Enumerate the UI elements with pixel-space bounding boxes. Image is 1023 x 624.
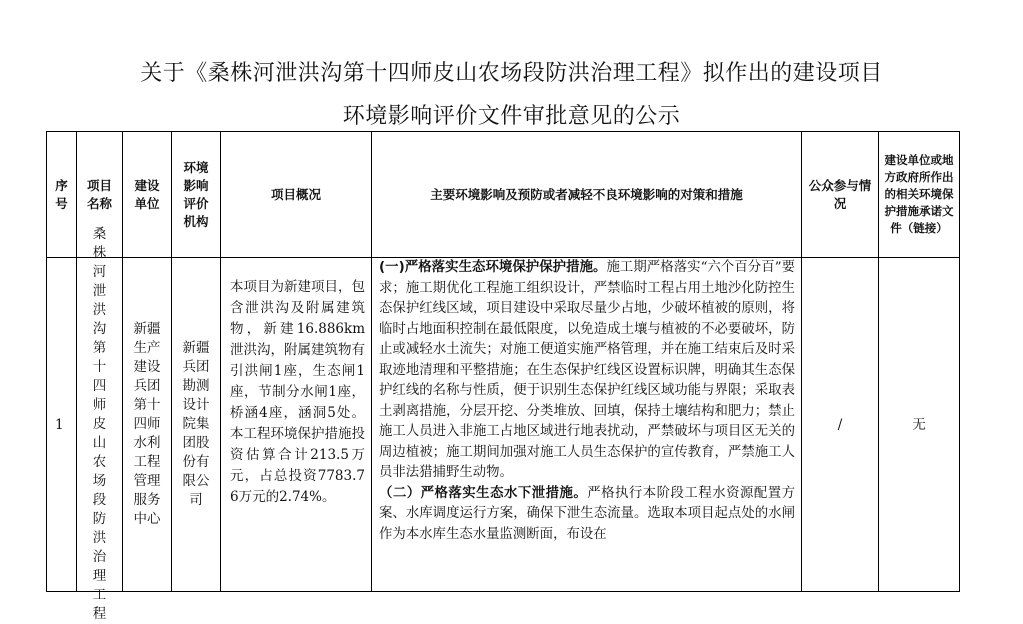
cell-eia-agency: 新疆兵团勘测设计院集团股份有限公司 (172, 258, 221, 592)
header-eia-agency: 环境影响评价机构 (172, 132, 221, 258)
measures-section-2-body: 严格执行本阶段工程水资源配置方案、水库调度运行方案，确保下泄生态流量。选取本项目起点处的水闸作为本水库生态水量监测断面，布设在 (379, 485, 796, 542)
cell-public-participation: / (802, 258, 879, 592)
measures-section-2-title: （二）严格落实生态水下泄措施。 (379, 485, 588, 501)
header-public-participation: 公众参与情况 (802, 132, 879, 258)
table-row (47, 258, 960, 592)
header-commitment-docs: 建设单位或地方政府所作出的相关环境保护措施承诺文件（链接） (879, 132, 960, 258)
cell-construction-unit: 新疆生产建设兵团第十四师水利工程管理服务中心 (123, 258, 172, 592)
cell-measures (372, 258, 802, 592)
cell-seq: 1 (47, 258, 77, 592)
approval-table (46, 131, 960, 622)
header-construction-unit: 建设单位 (123, 132, 172, 258)
header-project-name: 项目名称 (77, 132, 123, 258)
table-header-row (47, 132, 960, 258)
measures-section-1-body: 施工期严格落实“六个百分百”要求；施工期优化工程施工组织设计，严禁临时工程占用土地沙化防控生态保护红线区域，项目建设中采取尽量少占地，少破坏植被的原则，将临时占地面积控制在最低限度，以免造成土壤与植被的不必要破坏，防止或减轻水土流失；对施工便道实施严格管理，并在施工结束后及时采取迹地清理和平整措施；在生态保护红线区设置标识牌，明确其生态保护红线的名称与性质，便于识别生态保护红线区域功能与界限；采取表土剥离措施，分层开挖、分类堆放、回填，保持土壤结构和肥力；禁止施工人员进入非施工占地区域进行地表扰动，严禁破坏与项目区无关的周边植被；施工期间加强对施工人员生态保护的宣传教育，严禁施工人员非法猎捕野生动物。 (379, 260, 795, 480)
header-measures: 主要环境影响及预防或者减轻不良环境影响的对策和措施 (372, 132, 802, 258)
measures-section-1-title: (一)严格落实生态环境保护保护措施。 (379, 260, 607, 275)
page-title-line-2: 环境影响评价文件审批意见的公示 (342, 104, 681, 129)
header-seq: 序号 (47, 132, 77, 258)
cell-commitment-docs: 无 (879, 258, 960, 592)
header-project-overview: 项目概况 (221, 132, 372, 258)
cell-project-overview: 本项目为新建项目，包含泄洪沟及附属建筑物，新建16.886km泄洪沟，附属建筑物有引洪闸1座，生态闸1座，节制分水闸1座，桥涵4座，涵洞5处。本工程环境保护措施投资估算合计213.5万元，占总投资7783.76万元的2.74%。 (221, 258, 372, 592)
page-title-line-1: 关于《桑株河泄洪沟第十四师皮山农场段防洪治理工程》拟作出的建设项目 (140, 61, 883, 86)
cell-project-name: 桑株河泄洪沟第十四师皮山农场段防洪治理工程 (77, 258, 123, 592)
